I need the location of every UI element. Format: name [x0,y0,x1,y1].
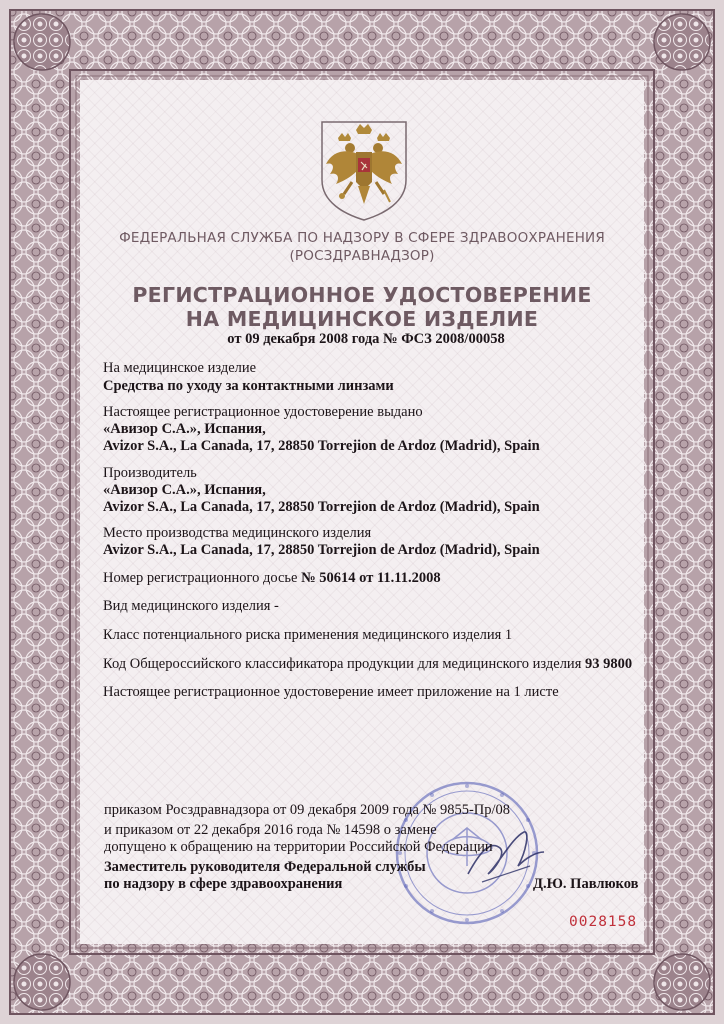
manufacturer-name: «Авизор С.А.», Испания, [103,482,266,498]
signer-title-line-2: по надзору в сфере здравоохранения [104,876,343,892]
coat-of-arms-emblem [318,118,410,222]
agency-abbreviation: (РОСЗДРАВНАДЗОР) [289,248,435,264]
order-line-2: и приказом от 22 декабря 2016 года № 14598 о замене [104,822,437,838]
dossier-label: Номер регистрационного досье [103,570,302,586]
production-place-value: Avizor S.A., La Canada, 17, 28850 Torrejion de Ardoz (Madrid), Spain [103,542,540,558]
manufacturer-label: Производитель [103,465,197,481]
production-place-label: Место производства медицинского изделия [103,525,372,541]
dossier-number [103,570,441,587]
manufacturer-address: Avizor S.A., La Canada, 17, 28850 Torrejion de Ardoz (Madrid), Spain [103,499,540,515]
order-line-1: приказом Росздравнадзора от 09 декабря 2009 года № 9855-Пр/08 [104,802,511,818]
device-value: Средства по уходу за контактными линзами [103,378,394,394]
device-kind: Вид медицинского изделия - [103,598,279,614]
issued-to-name: «Авизор С.А.», Испания, [103,421,266,437]
certificate-subtitle: НА МЕДИЦИНСКОЕ ИЗДЕЛИЕ [185,307,539,331]
certificate-title: РЕГИСТРАЦИОННОЕ УДОСТОВЕРЕНИЕ [132,283,592,307]
okp-value: 93 9800 [584,656,633,672]
certificate-date-number: от 09 декабря 2008 года № ФСЗ 2008/00058 [227,331,505,347]
agency-name: ФЕДЕРАЛЬНАЯ СЛУЖБА ПО НАДЗОРУ В СФЕРЕ ЗДРАВООХРАНЕНИЯ [119,230,605,246]
device-label: На медицинское изделие [103,360,257,376]
annex-note: Настоящее регистрационное удостоверение имеет приложение на 1 листе [103,684,559,700]
issued-to-label: Настоящее регистрационное удостоверение выдано [103,404,423,420]
signer-title-line-1: Заместитель руководителя Федеральной службы [104,859,426,875]
signer-name: Д.Ю. Павлюков [533,876,639,892]
risk-class: Класс потенциального риска применения медицинского изделия 1 [103,627,513,643]
issued-to-address: Avizor S.A., La Canada, 17, 28850 Torrejion de Ardoz (Madrid), Spain [103,438,540,454]
order-line-3: допущено к обращению на территории Российской Федерации [104,839,493,855]
serial-number: 0028158 [569,914,638,930]
okp-label: Код Общероссийского классификатора продукции для медицинского изделия [103,656,585,672]
dossier-value: № 50614 от 11.11.2008 [301,570,441,586]
okp-code [103,656,632,673]
